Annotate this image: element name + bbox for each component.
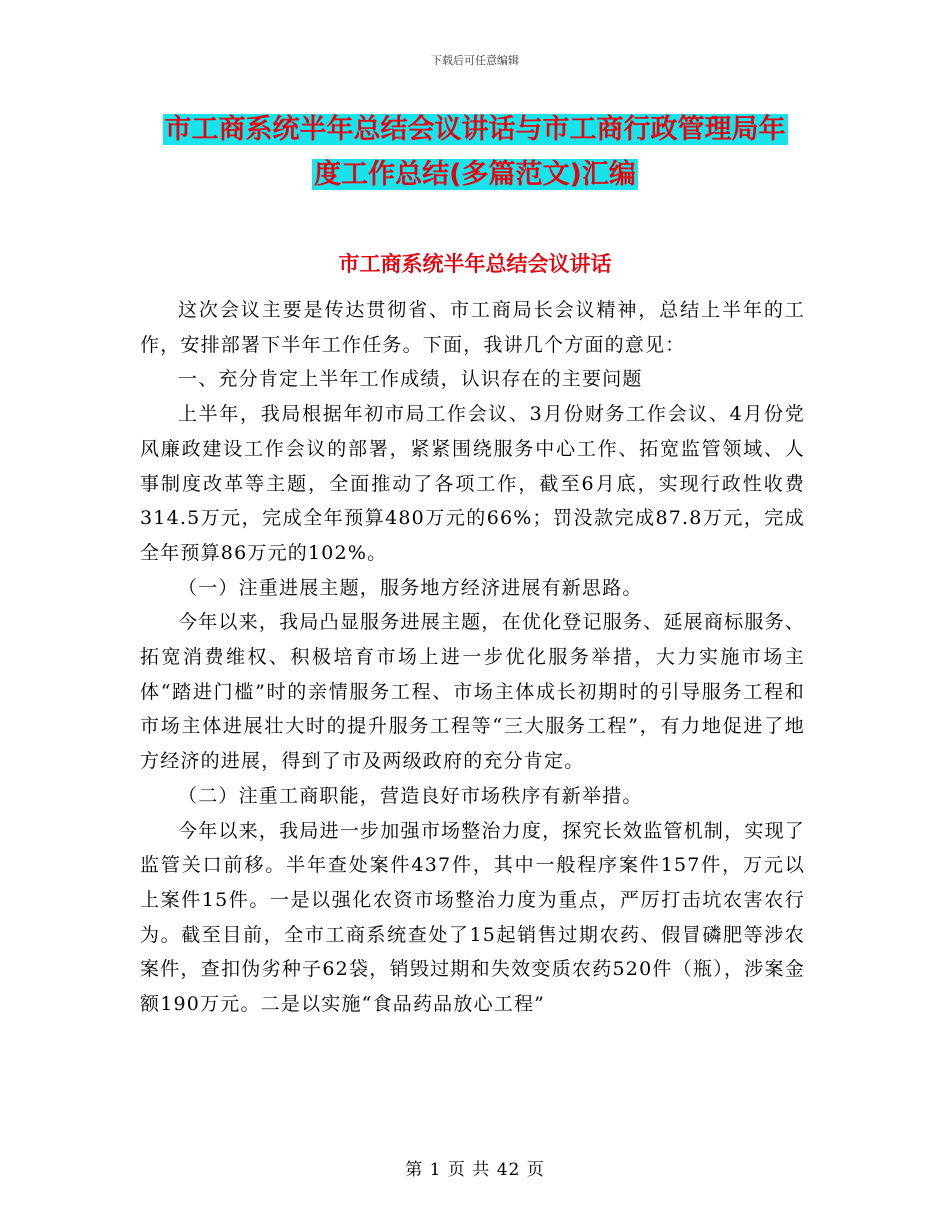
paragraph-service-projects: 今年以来，我局凸显服务进展主题，在优化登记服务、延展商标服务、拓宽消费维权、积极培育市场上进一步优化服务举措，大力实施市场主体“踏进门槛”时的亲情服务工程、市场主体成长初期时的引导服务工程和市场主体进展壮大时的提升服务工程等“三大服务工程”，有力地促进了地方经济的进展，得到了市及两级政府的充分肯定。 [140,611,805,773]
document-title-text-1: 市工商系统半年总结会议讲话与市工商行政管理局年 [164,114,786,145]
paragraph-market-supervision: 今年以来，我局进一步加强市场整治力度，探究长效监管机制，实现了监管关口前移。半年查处案件437件，其中一般程序案件157件，万元以上案件15件。一是以强化农资市场整治力度为重点，严厉打击坑农害农行为。截至目前，全市工商系统查处了15起销售过期农药、假冒磷肥等涉农案件，查扣伪劣种子62袋，销毁过期和失效变质农药520件（瓶），涉案金额190万元。二是以实施“食品药品放心工程” [140,819,805,1016]
paragraph-heading-1: 一、充分肯定上半年工作成绩，认识存在的主要问题 [178,368,643,391]
document-title-text-2: 度工作总结(多篇范文)汇编 [314,159,636,190]
page-footer: 第 1 页 共 42 页 [405,1160,545,1180]
document-title-line-1 [0,113,950,147]
body-text [140,293,805,1022]
paragraph-subheading-2: （二）注重工商职能，营造良好市场秩序有新举措。 [178,784,643,807]
header-note: 下载后可任意编辑 [431,54,519,67]
paragraph-subheading-1: （一）注重进展主题，服务地方经济进展有新思路。 [178,576,643,599]
paragraph-first-half-summary: 上半年，我局根据年初市局工作会议、3月份财务工作会议、4月份党风廉政建设工作会议的部署，紧紧围绕服务中心工作、拓宽监管领域、人事制度改革等主题，全面推动了各项工作，截至6月底，实现行政性收费314.5万元，完成全年预算480万元的66%；罚没款完成87.8万元，完成全年预算86万元的102%。 [140,403,805,564]
paragraph-intro: 这次会议主要是传达贯彻省、市工商局长会议精神，总结上半年的工作，安排部署下半年工作任务。下面，我讲几个方面的意见： [140,299,805,356]
document-title-line-2 [0,158,950,192]
section-title: 市工商系统半年总结会议讲话 [338,252,612,276]
